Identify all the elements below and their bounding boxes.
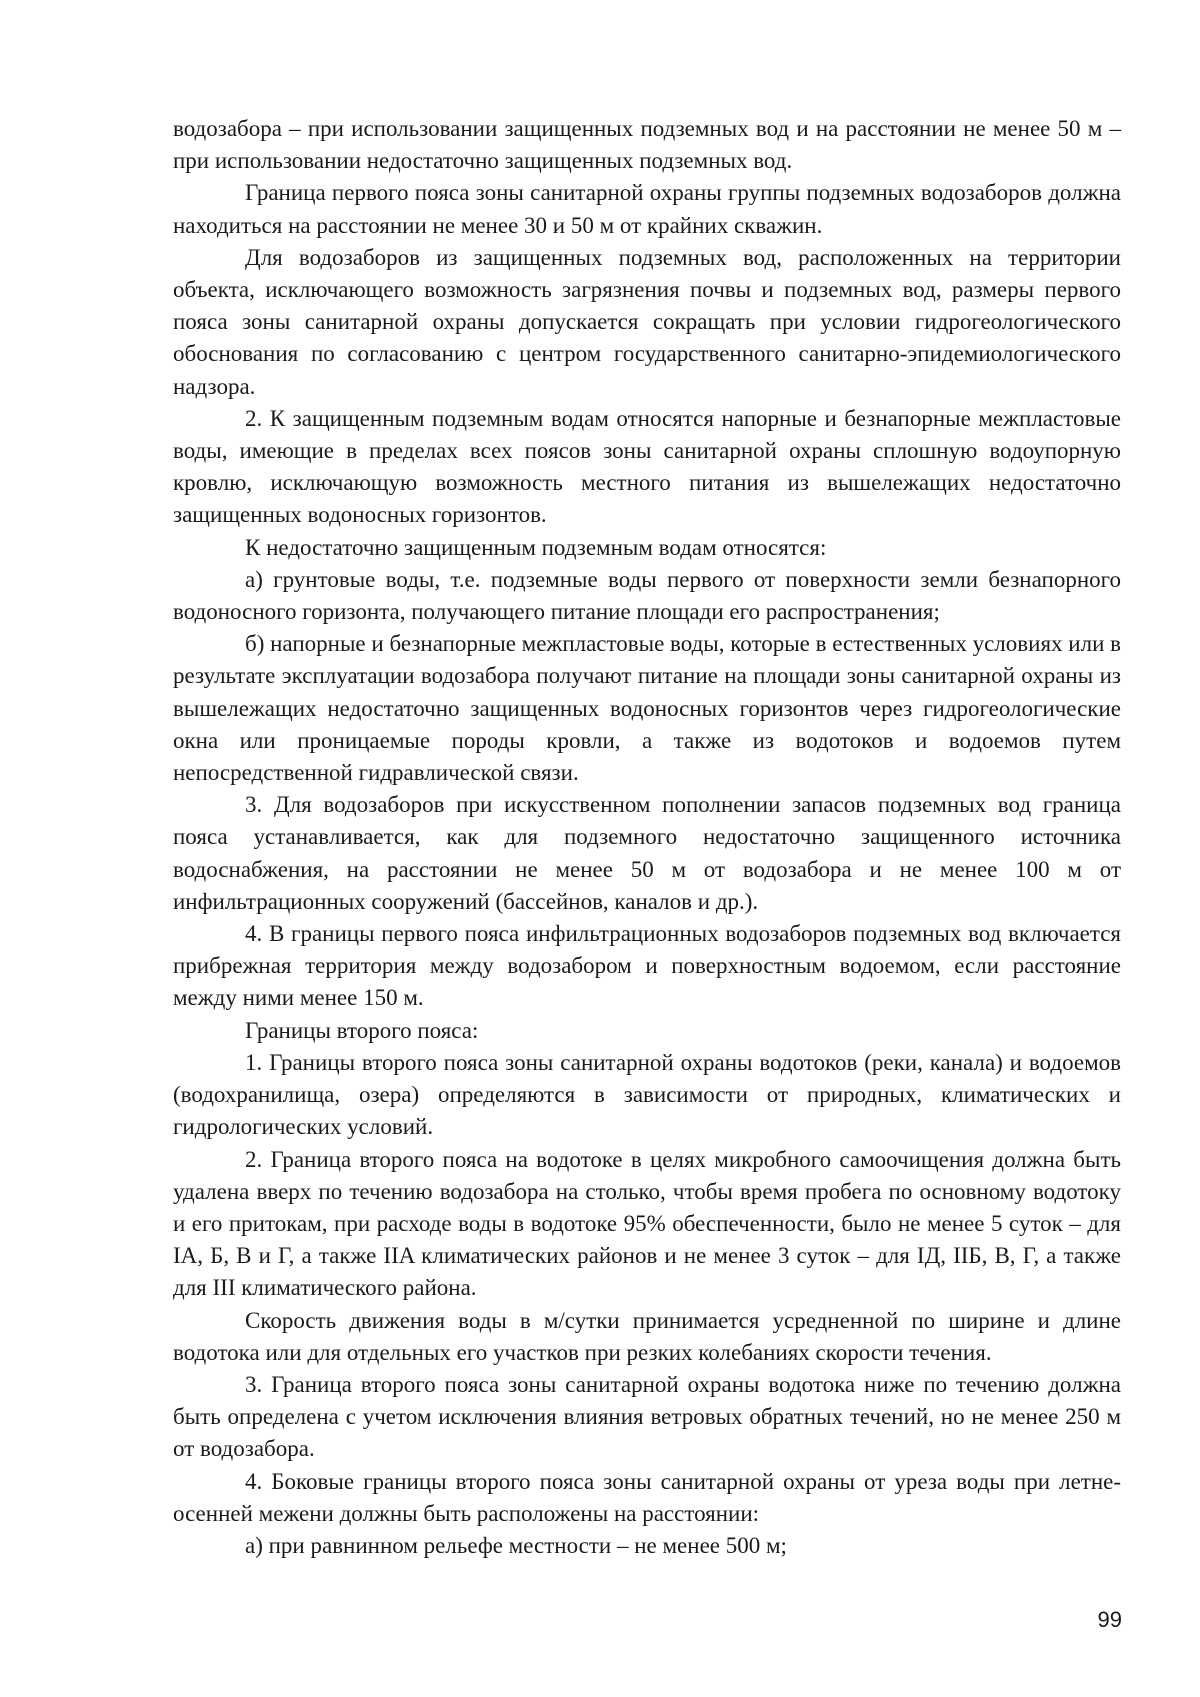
- paragraph: 1. Границы второго пояса зоны санитарной охраны водотоков (реки, канала) и водоемов (водохранилища, озера) определяются в зависимости от природных, климатических и гидрологических условий.: [173, 1049, 1121, 1140]
- paragraph: Для водозаборов из защищенных подземных вод, расположенных на территории объекта, исключающего возможность загрязнения почвы и подземных вод, размеры первого пояса зоны санитарной охраны допускается сокращать при условии гидрогеологического обоснования по согласованию с центром государственного санитарно-эпидемиологического надзора.: [173, 244, 1121, 399]
- paragraph: Граница первого пояса зоны санитарной охраны группы подземных водозаборов должна находиться на расстоянии не менее 30 и 50 м от крайних скважин.: [173, 180, 1121, 238]
- paragraph: 3. Для водозаборов при искусственном пополнении запасов подземных вод граница пояса устанавливается, как для подземного недостаточно защищенного источника водоснабжения, на расстоянии не менее 50 м от водозабора и не менее 100 м от инфильтрационных сооружений (бассейнов, каналов и др.).: [173, 792, 1121, 914]
- paragraph: 3. Граница второго пояса зоны санитарной охраны водотока ниже по течению должна быть определена с учетом исключения влияния ветровых обратных течений, но не менее 250 м от водозабора.: [173, 1371, 1121, 1462]
- paragraph: а) при равнинном рельефе местности – не менее 500 м;: [245, 1532, 787, 1558]
- section-heading: Границы второго пояса:: [245, 1017, 479, 1043]
- paragraph: 4. Боковые границы второго пояса зоны санитарной охраны от уреза воды при летне-осенней межени должны быть расположены на расстоянии:: [173, 1468, 1121, 1526]
- body-text: [173, 113, 1121, 1562]
- paragraph: 4. В границы первого пояса инфильтрационных водозаборов подземных вод включается прибрежная территория между водозабором и поверхностным водоемом, если расстояние между ними менее 150 м.: [173, 921, 1121, 1011]
- paragraph: 2. Граница второго пояса на водотоке в целях микробного самоочищения должна быть удалена вверх по течению водозабора на столько, чтобы время пробега по основному водотоку и его притокам, при расходе воды в водотоке 95% обеспеченности, было не менее 5 суток – для IA, Б, В и Г, а также IIA климатических районов и не менее 3 суток – для IД, IIБ, В, Г, а также для III климатического района.: [173, 1146, 1121, 1301]
- paragraph: б) напорные и безнапорные межпластовые воды, которые в естественных условиях или в результате эксплуатации водозабора получают питание на площади зоны санитарной охраны из вышележащих недостаточно защищенных водоносных горизонтов через гидрогеологические окна или проницаемые породы кровли, а также из водотоков и водоемов путем непосредственной гидравлической связи.: [173, 631, 1121, 786]
- paragraph: 2. К защищенным подземным водам относятся напорные и безнапорные межпластовые воды, имеющие в пределах всех поясов зоны санитарной охраны сплошную водоупорную кровлю, исключающую возможность местного питания из вышележащих недостаточно защищенных водоносных горизонтов.: [173, 405, 1121, 528]
- paragraph: а) грунтовые воды, т.е. подземные воды первого от поверхности земли безнапорного водоносного горизонта, получающего питание площади его распространения;: [173, 566, 1121, 625]
- paragraph: К недостаточно защищенным подземным водам относятся:: [245, 534, 827, 560]
- page-number: 99: [1097, 1607, 1122, 1632]
- paragraph: водозабора – при использовании защищенных подземных вод и на расстоянии не менее 50 м – при использовании недостаточно защищенных подземных вод.: [173, 116, 1121, 174]
- paragraph: Скорость движения воды в м/сутки принимается усредненной по ширине и длине водотока или для отдельных его участков при резких колебаниях скорости течения.: [173, 1307, 1121, 1365]
